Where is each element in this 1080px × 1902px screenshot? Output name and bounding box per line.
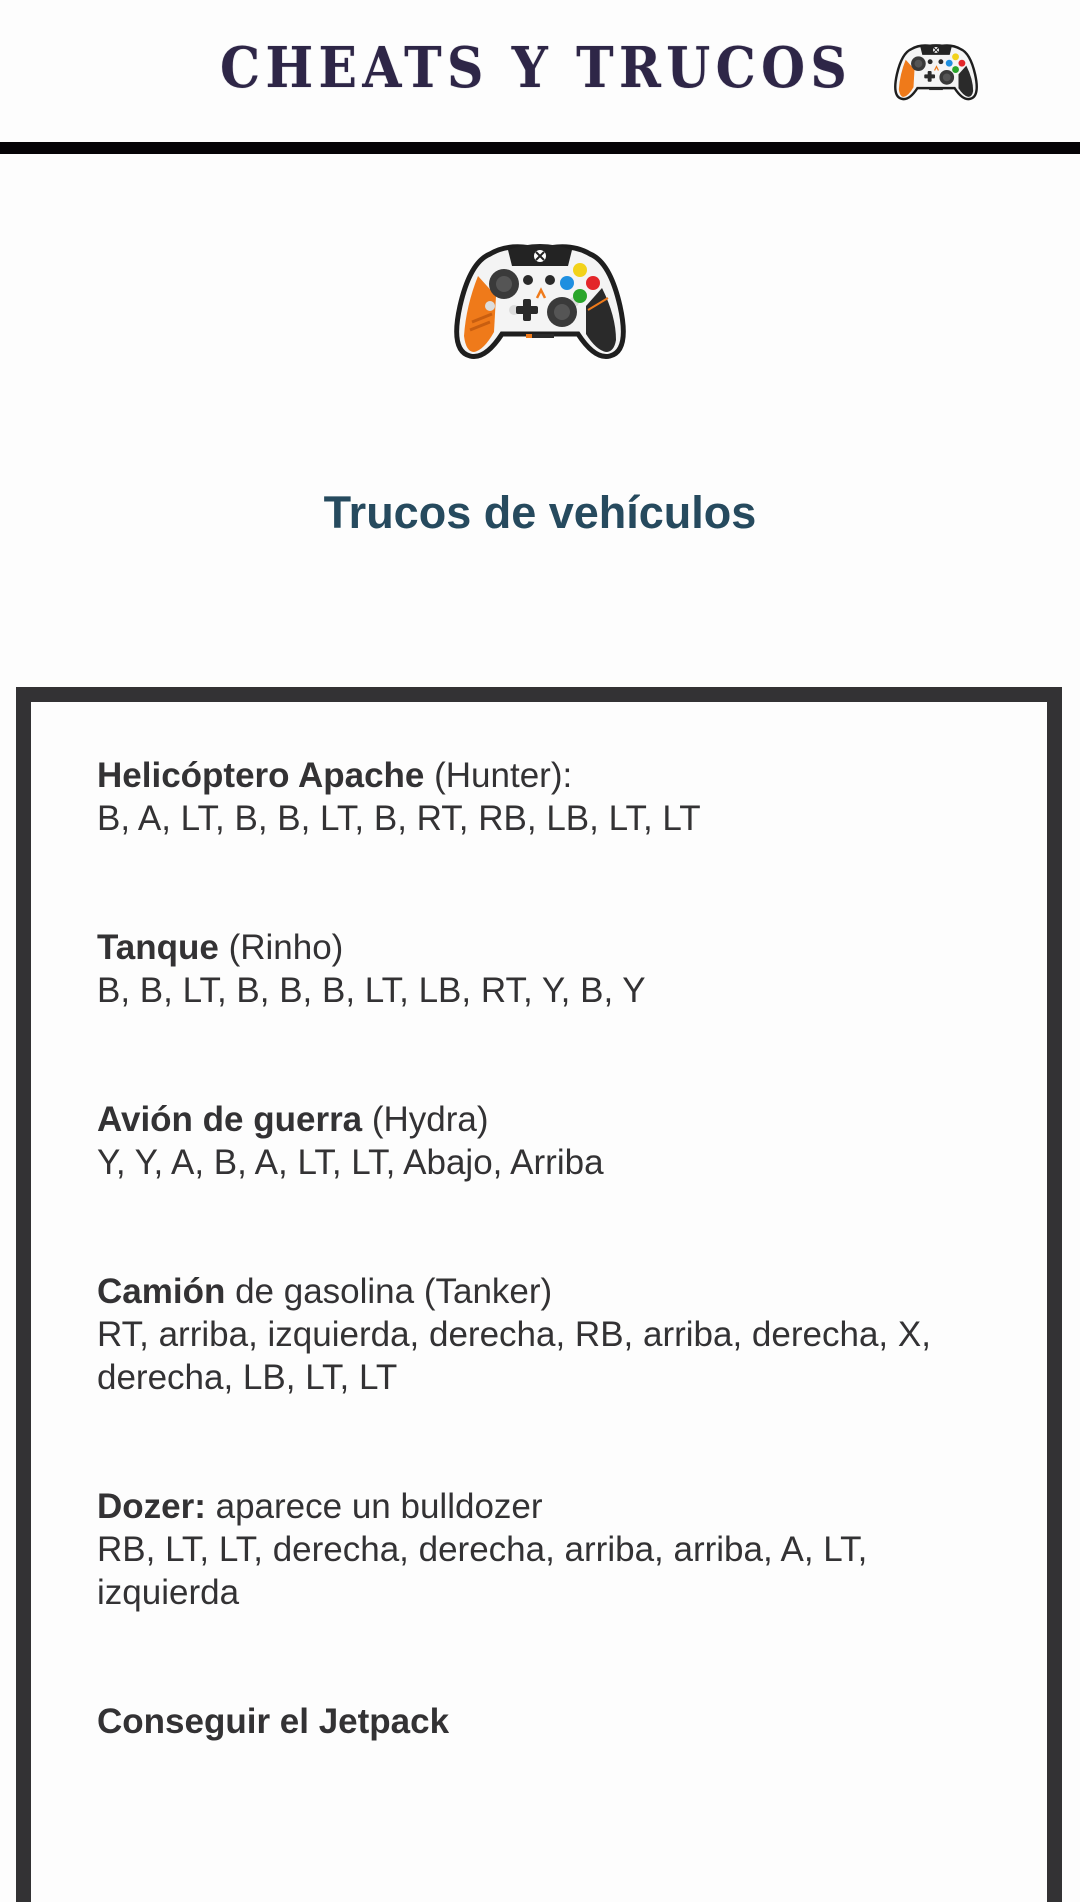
cheat-description: de gasolina (Tanker) [225,1272,553,1311]
cheat-name: Conseguir el Jetpack [97,1702,450,1741]
cheat-item-jetpack [97,1700,997,1743]
cheat-item-camion [97,1270,997,1399]
cheat-description: (Rinho) [218,928,344,967]
cheats-panel [16,687,1062,1902]
cheat-name: Avión de guerra [97,1100,363,1139]
cheat-name: Camión [97,1272,226,1311]
cheat-name: Tanque [97,928,219,967]
cheat-item-avion [97,1098,997,1184]
cheat-description: aparece un bulldozer [205,1487,543,1526]
cheat-item-apache [97,754,997,840]
cheat-name: Dozer: [97,1487,206,1526]
cheat-list [97,754,997,1829]
cheat-description: (Hunter): [424,756,573,795]
cheat-description: (Hydra) [362,1100,489,1139]
site-header [0,0,1080,142]
site-title[interactable]: CHEATS Y TRUCOS [220,35,853,101]
cheat-sequence: B, A, LT, B, B, LT, B, RT, RB, LB, LT, LT [97,799,701,838]
section-title: Trucos de vehículos [323,487,757,538]
header-divider [0,142,1080,154]
cheat-sequence: B, B, LT, B, B, B, LT, LB, RT, Y, B, Y [97,971,646,1010]
game-controller-icon[interactable] [892,40,980,102]
cheat-sequence: RT, arriba, izquierda, derecha, RB, arriba, derecha, X, derecha, LB, LT, LT [97,1315,931,1397]
cheat-sequence: Y, Y, A, B, A, LT, LT, Abajo, Arriba [97,1143,604,1182]
cheat-item-tanque [97,926,997,1012]
cheat-sequence: RB, LT, LT, derecha, derecha, arriba, arriba, A, LT, izquierda [97,1530,868,1612]
game-controller-icon [450,236,630,362]
cheat-name: Helicóptero Apache [97,756,425,795]
cheat-item-dozer [97,1485,997,1614]
